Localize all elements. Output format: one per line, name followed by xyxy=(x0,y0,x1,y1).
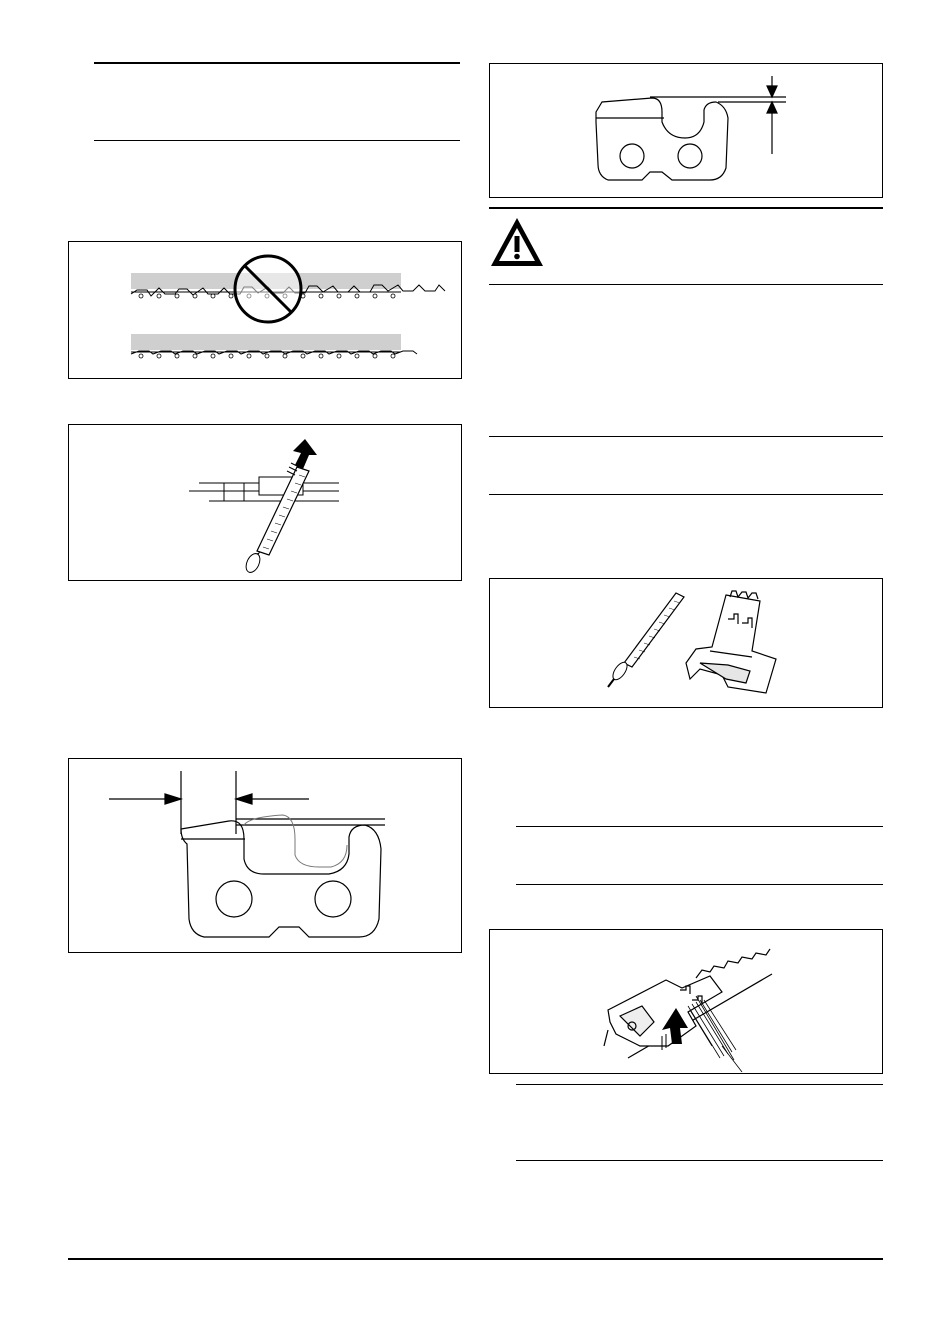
depth-gauge-tool-icon xyxy=(686,591,776,693)
note-bottom-rule xyxy=(94,140,460,141)
figure-chain-parallel-bars xyxy=(68,241,462,379)
warning-triangle-icon xyxy=(489,214,545,270)
note-rule-b-top xyxy=(516,826,883,827)
footer-rule xyxy=(68,1258,883,1260)
figure-flat-file-and-gauge-tool xyxy=(489,578,883,708)
note-rule-c-top xyxy=(516,1084,883,1085)
warning-bottom-rule xyxy=(489,284,883,285)
figure-gauge-on-chain xyxy=(489,929,883,1074)
warning-top-rule xyxy=(489,207,883,209)
figure-file-depth-gauge xyxy=(68,424,462,581)
note-top-rule xyxy=(94,62,460,64)
figure-cutter-depth-gauge-setting xyxy=(489,63,883,198)
note-rule-c-bottom xyxy=(516,1160,883,1161)
note-rule-b-bottom xyxy=(516,884,883,885)
note-rule-a-bottom xyxy=(489,494,883,495)
no-entry-icon xyxy=(235,256,301,322)
flat-file-icon xyxy=(608,593,684,687)
note-rule-a-top xyxy=(489,436,883,437)
figure-cutter-length-dimension xyxy=(68,758,462,953)
